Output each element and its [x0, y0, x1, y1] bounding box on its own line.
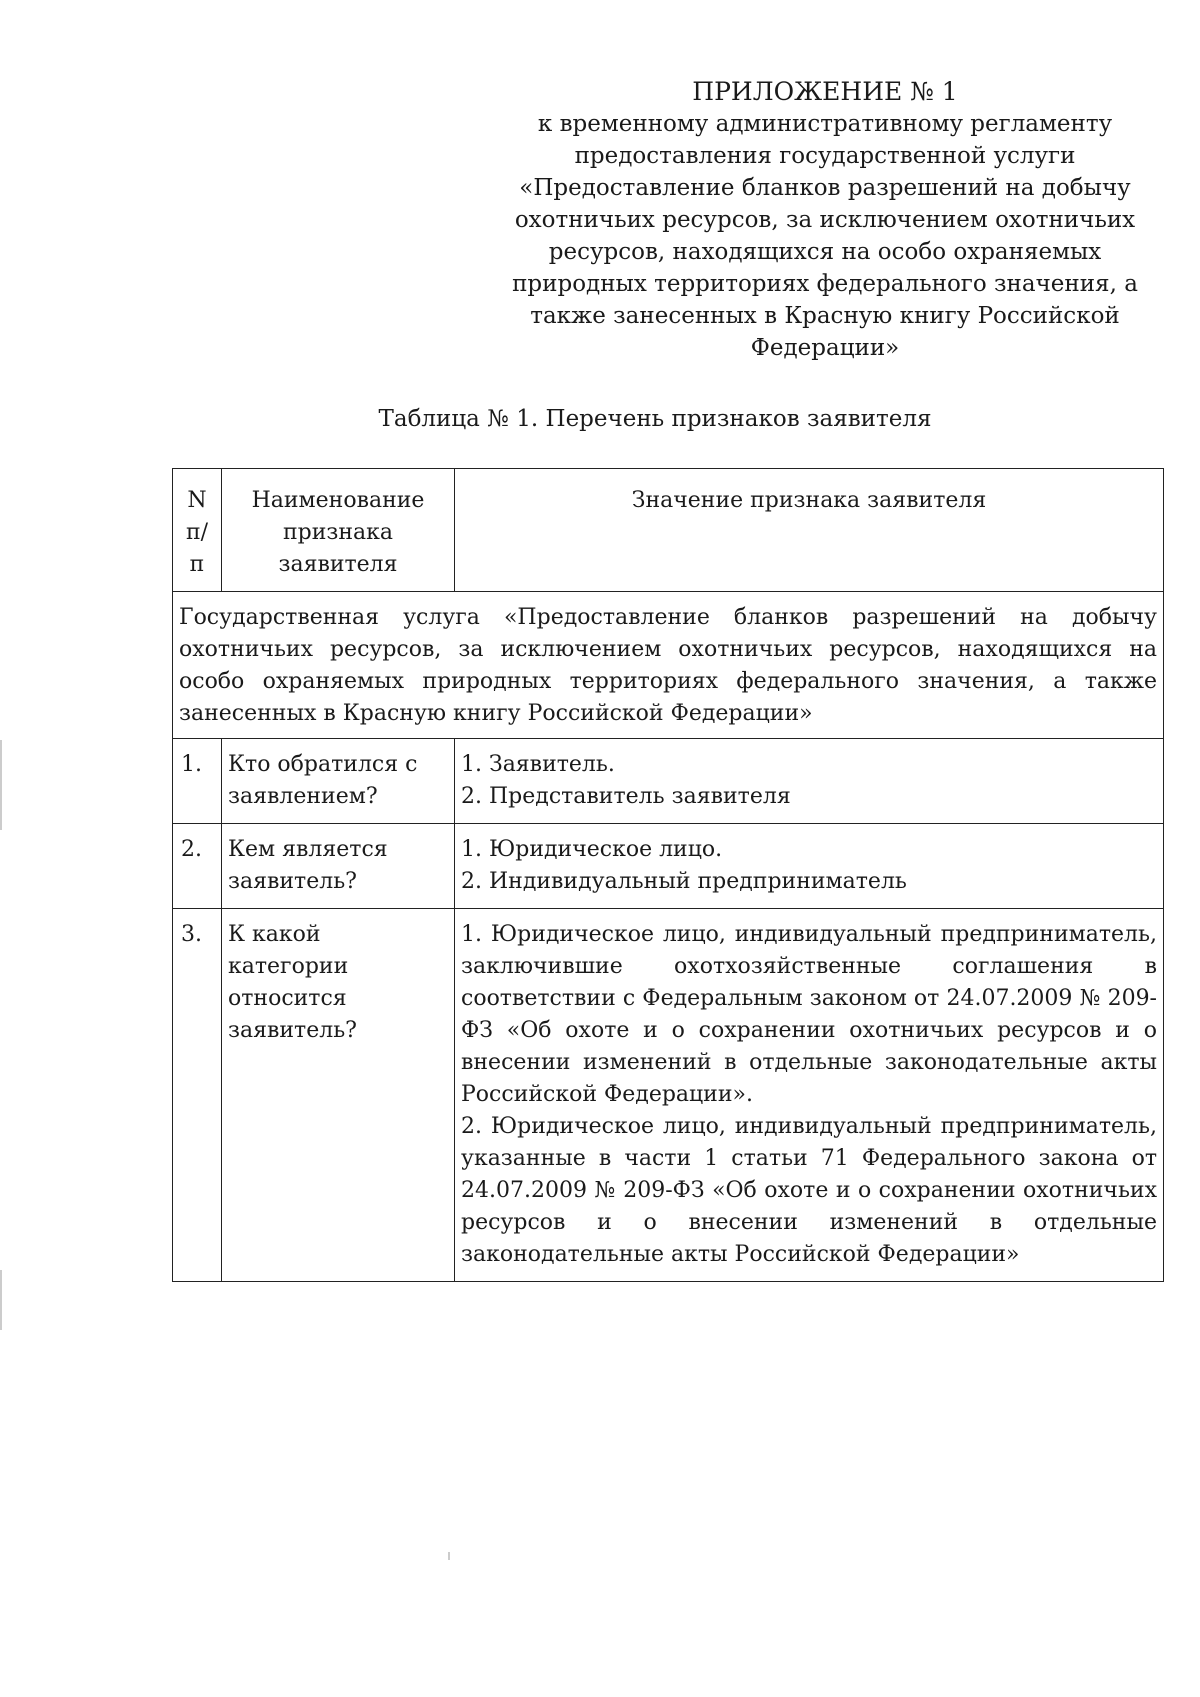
- scan-edge-mark: [0, 740, 2, 830]
- row-number: 2.: [173, 824, 222, 909]
- table-header-row: [173, 469, 1164, 592]
- header-num: N п/п: [173, 469, 222, 592]
- scan-edge-mark: [0, 1270, 2, 1330]
- criterion-name: Кем является заявитель?: [222, 824, 455, 909]
- appendix-line: к временному административному регламенту: [537, 111, 1113, 137]
- appendix-line: ресурсов, находящихся на особо охраняемых: [548, 239, 1102, 265]
- appendix-line: природных территориях федерального значения, а: [512, 271, 1138, 297]
- criterion-value: 2. Юридическое лицо, индивидуальный предприниматель, указанные в части 1 статьи 71 Федерального закона от 24.07.2009 № 209-ФЗ «Об охоте и о сохранении охотничьих ресурсов и о внесении изменений в отдельные законодательные акты Российской Федерации»: [461, 1114, 1157, 1267]
- criterion-values: [455, 909, 1164, 1282]
- header-value: Значение признака заявителя: [455, 469, 1164, 592]
- appendix-line: предоставления государственной услуги: [574, 143, 1076, 169]
- table-caption: Таблица № 1. Перечень признаков заявителя: [378, 406, 932, 432]
- scan-dot-mark: [448, 1552, 450, 1560]
- appendix-line: Федерации»: [750, 335, 900, 361]
- appendix-line: также занесенных в Красную книгу Российской: [530, 303, 1120, 329]
- criterion-values: [455, 739, 1164, 824]
- appendix-line: охотничьих ресурсов, за исключением охотничьих: [514, 207, 1136, 233]
- criterion-name: Кто обратился с заявлением?: [222, 739, 455, 824]
- criterion-values: [455, 824, 1164, 909]
- appendix-title: ПРИЛОЖЕНИЕ № 1: [692, 77, 958, 106]
- appendix-line: «Предоставление бланков разрешений на добычу: [519, 175, 1131, 201]
- criterion-value: 2. Индивидуальный предприниматель: [461, 869, 907, 894]
- criterion-value: 1. Юридическое лицо, индивидуальный предприниматель, заключившие охотхозяйственные соглашения в соответствии с Федеральным законом от 24.07.2009 № 209-ФЗ «Об охоте и о сохранении охотничьих ресурсов и о внесении изменений в отдельные законодательные акты Российской Федерации».: [461, 922, 1157, 1107]
- service-description: Государственная услуга «Предоставление бланков разрешений на добычу охотничьих ресурсов, за исключением охотничьих ресурсов, находящихся на особо охраняемых природных территориях федерального значения, а также занесенных в Красную книгу Российской Федерации»: [173, 592, 1164, 739]
- criterion-value: 1. Заявитель.: [461, 752, 615, 777]
- service-row: [173, 592, 1164, 739]
- criterion-value: 2. Представитель заявителя: [461, 784, 791, 809]
- row-number: 3.: [173, 909, 222, 1282]
- header-name: Наименование признака заявителя: [222, 469, 455, 592]
- criterion-name: К какой категории относится заявитель?: [222, 909, 455, 1282]
- table-row: [173, 909, 1164, 1282]
- criterion-value: 1. Юридическое лицо.: [461, 837, 723, 862]
- table-row: [173, 824, 1164, 909]
- row-number: 1.: [173, 739, 222, 824]
- appendix-header: [505, 76, 1145, 364]
- applicant-criteria-table: [172, 468, 1164, 1282]
- table-row: [173, 739, 1164, 824]
